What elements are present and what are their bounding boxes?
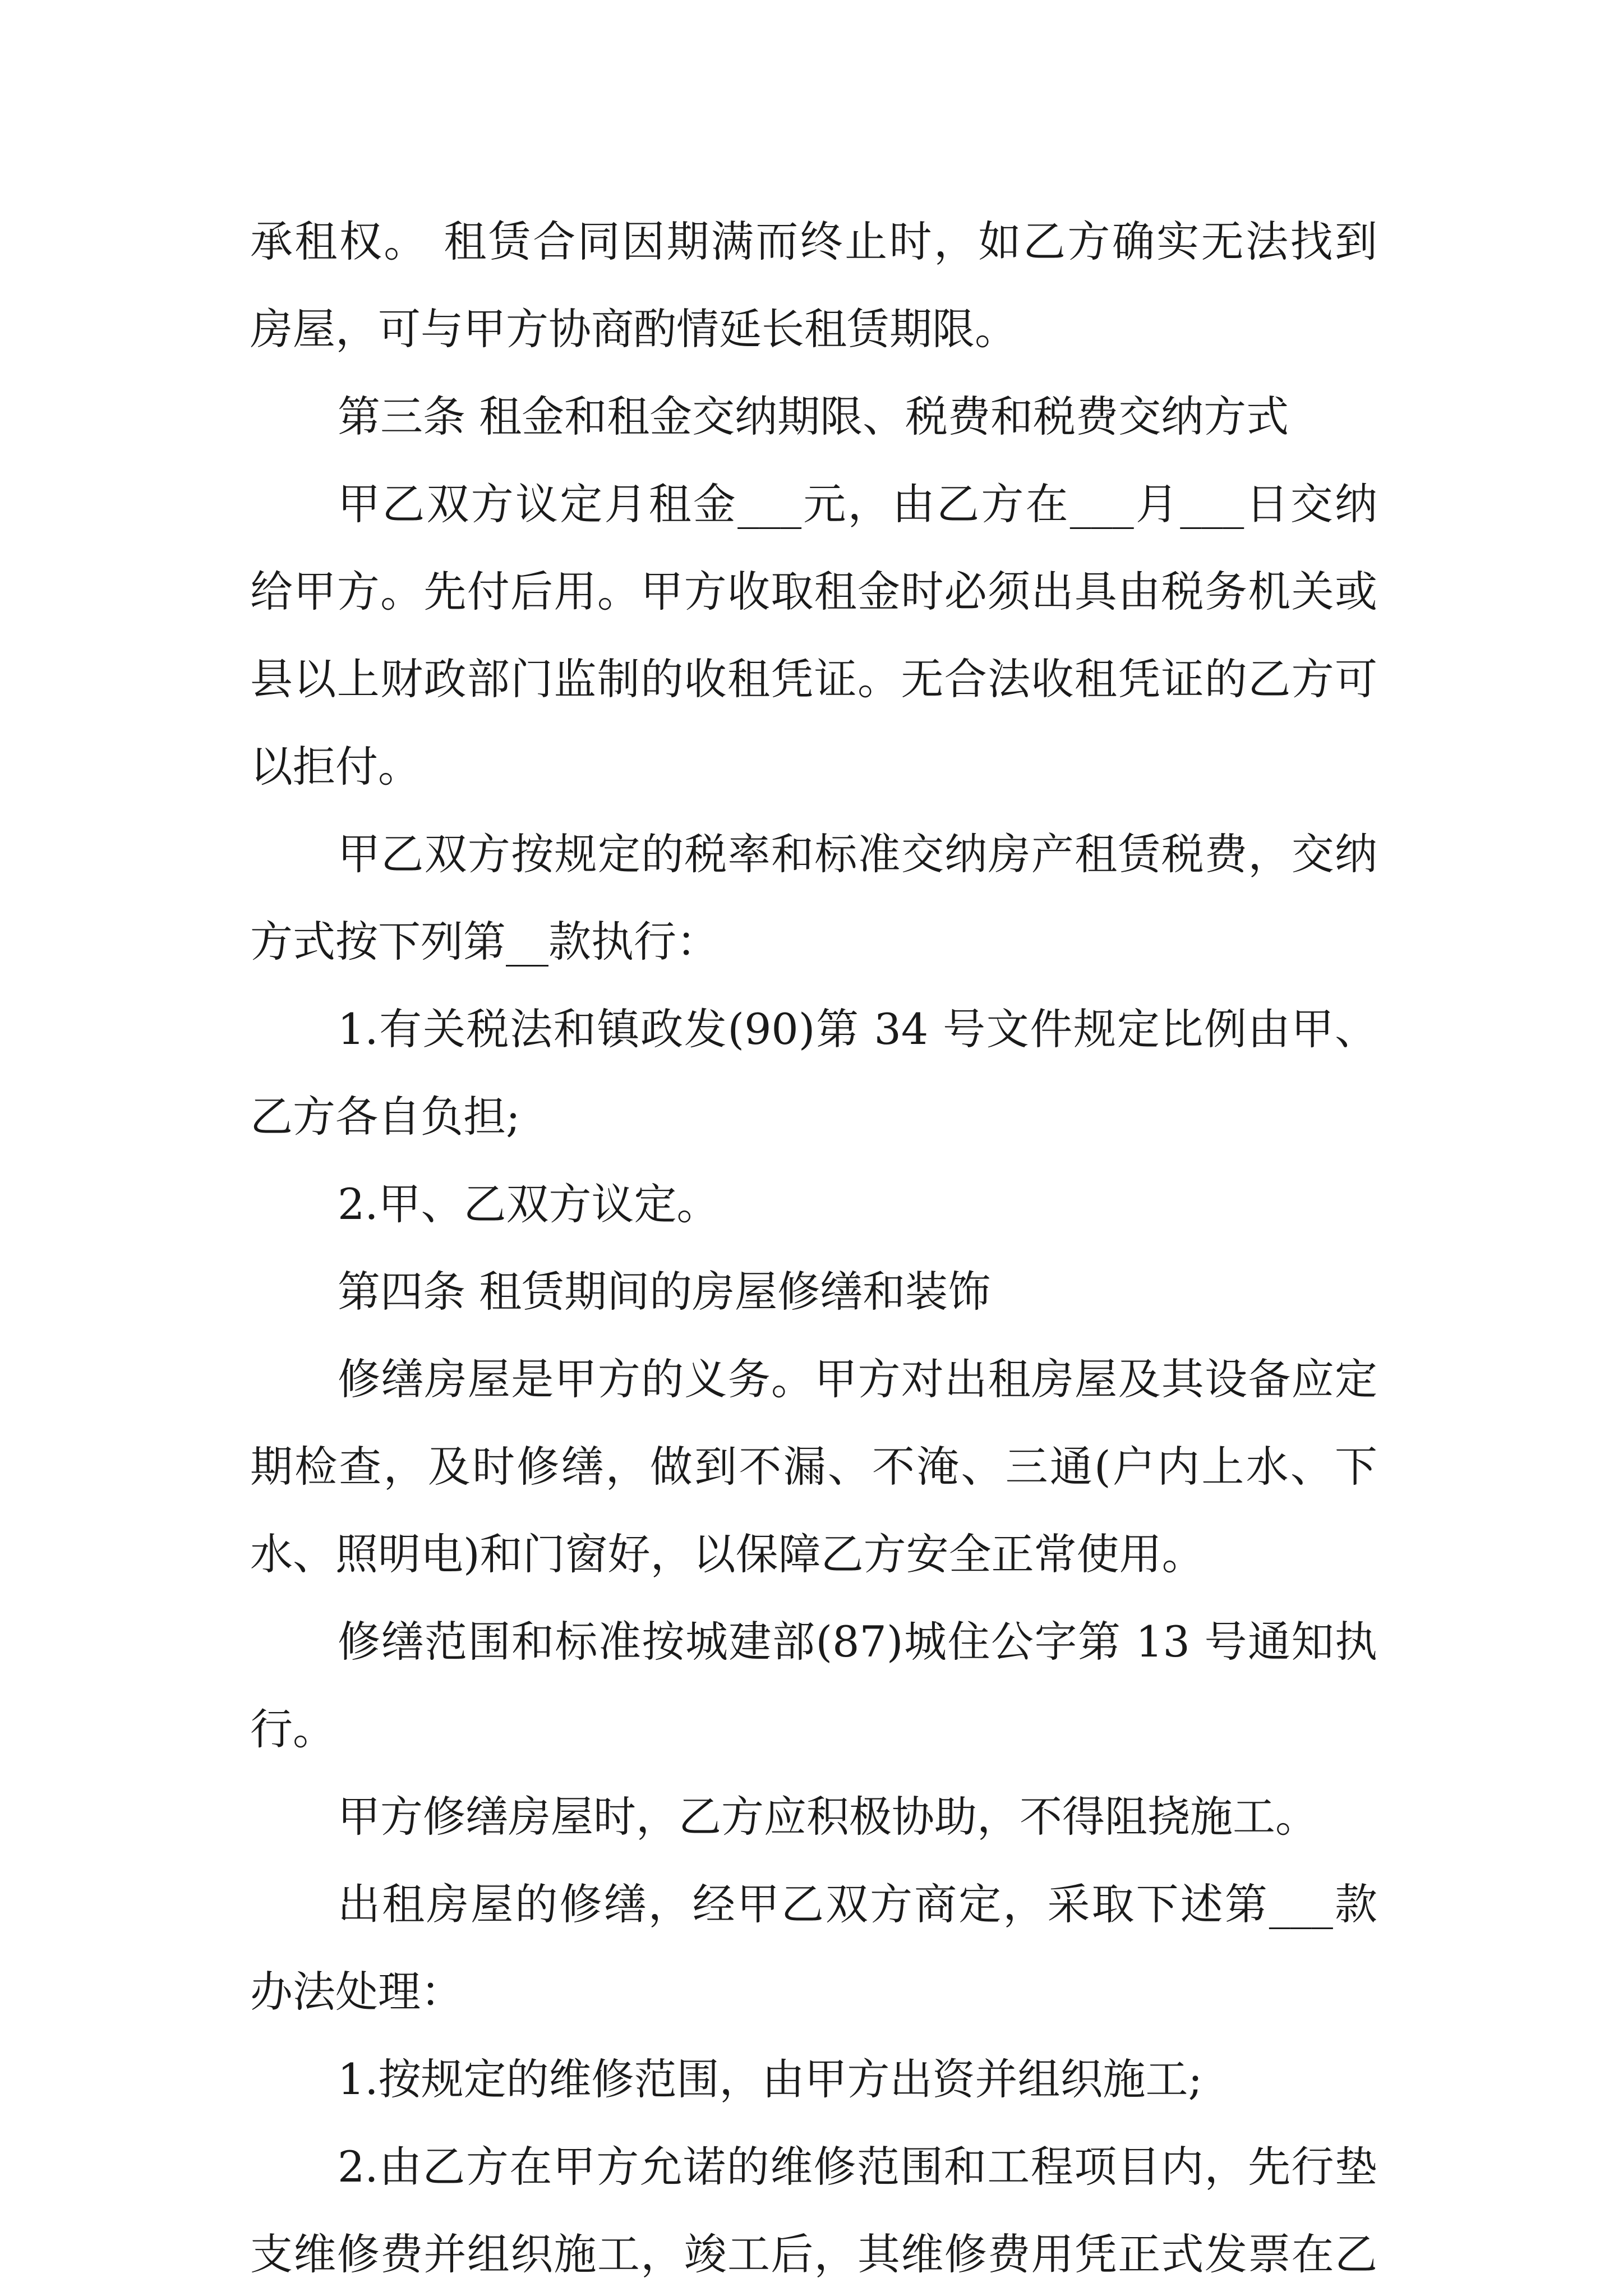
text-line: 承租权。 租赁合同因期满而终止时，如乙方确实无法找到 (250, 217, 1377, 266)
text-line: 2.由乙方在甲方允诺的维修范围和工程项目内，先行垫 (338, 2142, 1377, 2192)
text-line: 水、照明电)和门窗好，以保障乙方安全正常使用。 (250, 1529, 1205, 1579)
text-line: 期检查，及时修缮，做到不漏、不淹、三通(户内上水、下 (250, 1442, 1377, 1492)
text-line: 县以上财政部门监制的收租凭证。无合法收租凭证的乙方可 (250, 654, 1377, 704)
text-line: 出租房屋的修缮，经甲乙双方商定，采取下述第___款 (338, 1879, 1377, 1929)
text-line: 1.有关税法和镇政发(90)第 34 号文件规定比例由甲、 (338, 1004, 1377, 1054)
text-line: 1.按规定的维修范围，由甲方出资并组织施工; (338, 2054, 1203, 2104)
text-line: 办法处理： (250, 1967, 463, 2017)
text-line: 支维修费并组织施工，竣工后，其维修费用凭正式发票在乙 (250, 2229, 1377, 2279)
text-line: 行。 (250, 1704, 335, 1754)
text-line: 甲乙双方议定月租金___元，由乙方在___月___日交纳 (338, 479, 1377, 529)
text-line: 甲方修缮房屋时，乙方应积极协助，不得阻挠施工。 (338, 1792, 1318, 1842)
text-line: 房屋，可与甲方协商酌情延长租赁期限。 (250, 304, 1017, 354)
article-heading: 第四条 租赁期间的房屋修缮和装饰 (338, 1267, 991, 1317)
text-line: 给甲方。先付后用。甲方收取租金时必须出具由税务机关或 (250, 567, 1377, 616)
text-line: 以拒付。 (250, 742, 421, 792)
article-heading: 第三条 租金和租金交纳期限、税费和税费交纳方式 (338, 392, 1289, 441)
text-line: 2.甲、乙双方议定。 (338, 1179, 720, 1229)
text-line: 修缮范围和标准按城建部(87)城住公字第 13 号通知执 (338, 1617, 1377, 1667)
text-line: 乙方各自负担; (250, 1092, 520, 1142)
text-line: 修缮房屋是甲方的义务。甲方对出租房屋及其设备应定 (338, 1354, 1377, 1404)
text-line: 甲乙双方按规定的税率和标准交纳房产租赁税费，交纳 (338, 829, 1377, 879)
text-line: 方式按下列第__款执行： (250, 917, 719, 967)
